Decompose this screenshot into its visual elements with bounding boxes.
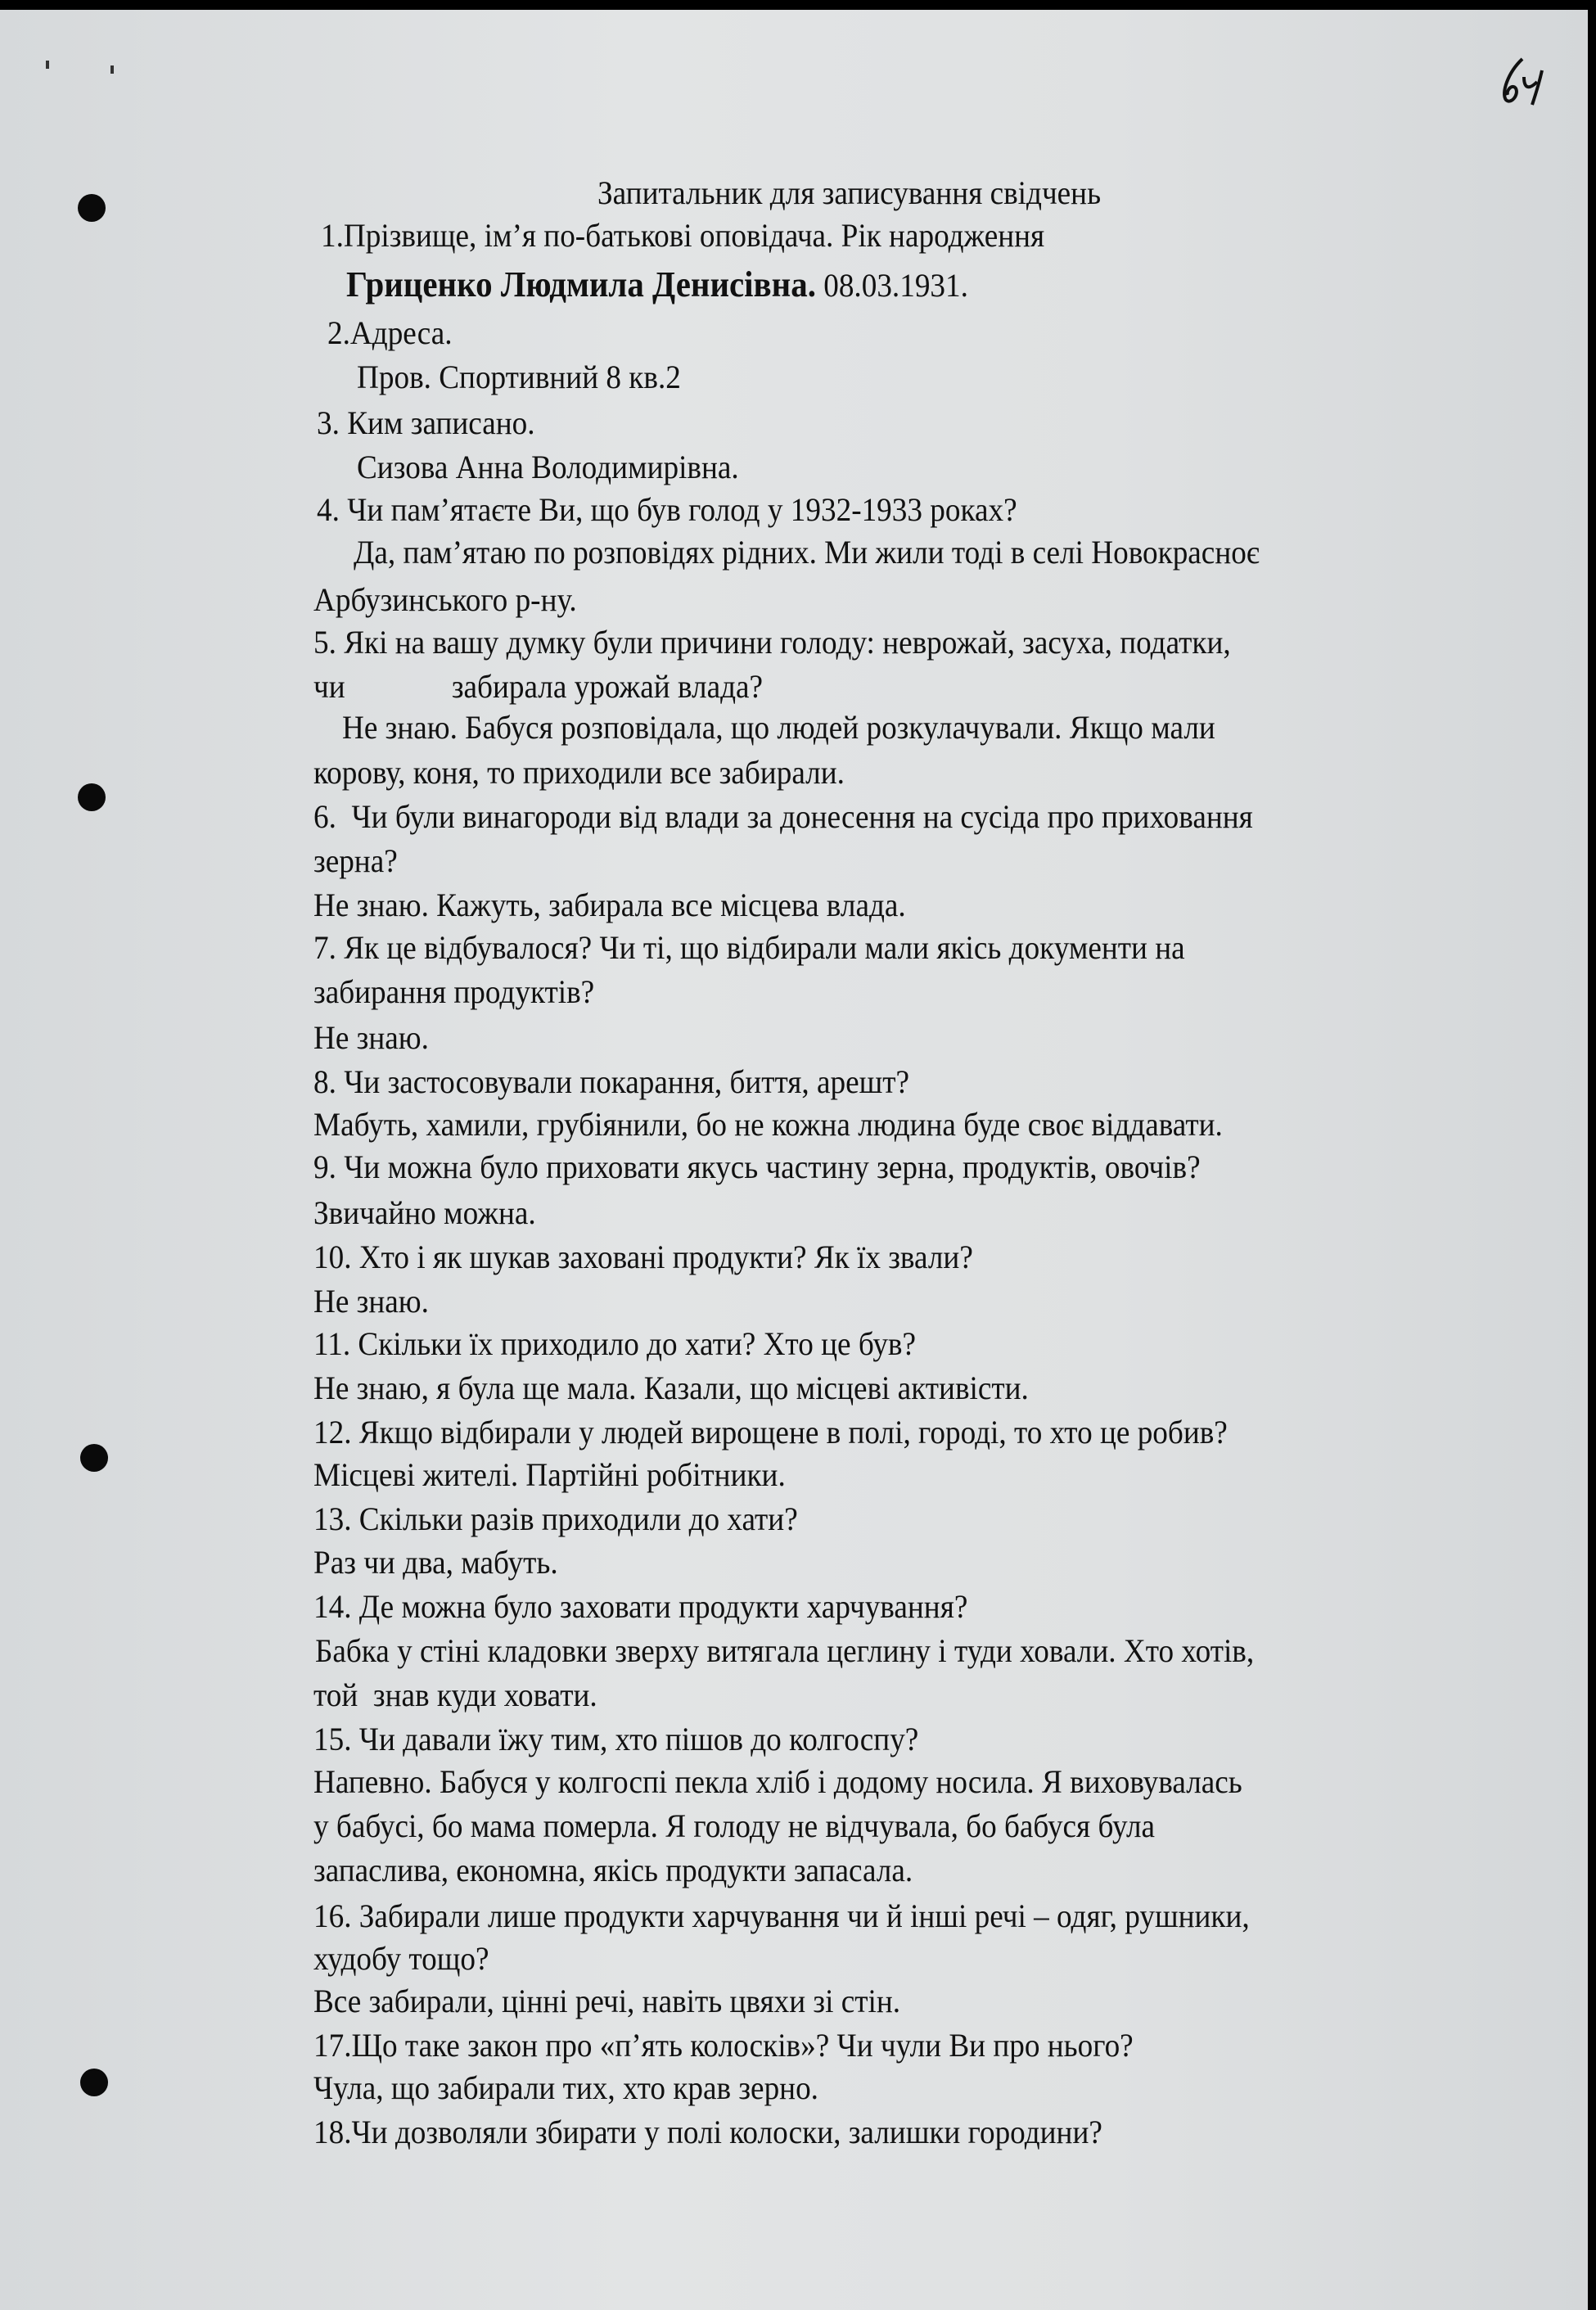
- text-line: 11. Скільки їх приходило до хати? Хто це був?: [313, 1325, 917, 1362]
- respondent-name: Гриценко Людмила Денисівна.: [346, 264, 816, 305]
- text-line: худобу тощо?: [313, 1940, 489, 1977]
- text-line: забирання продуктів?: [313, 973, 595, 1010]
- punch-hole: [78, 194, 106, 222]
- text-line: той знав куди ховати.: [313, 1676, 597, 1713]
- text-line: Бабка у стіні кладовки зверху витягала цеглину і туди ховали. Хто хотів,: [315, 1632, 1255, 1669]
- text-line: зерна?: [313, 842, 398, 879]
- text-line: у бабусі, бо мама померла. Я голоду не відчувала, бо бабуся була: [313, 1807, 1156, 1844]
- respondent-line: [346, 264, 968, 306]
- text-line: 12. Якщо відбирали у людей вирощене в полі, городі, то хто це робив?: [313, 1414, 1228, 1451]
- text-line: запаслива, економна, якісь продукти запасала.: [313, 1852, 913, 1888]
- text-line: 2.Адреса.: [327, 314, 453, 351]
- text-line: 9. Чи можна було приховати якусь частину зерна, продуктів, овочів?: [313, 1148, 1201, 1185]
- text-line: Напевно. Бабуся у колгоспі пекла хліб і додому носила. Я виховувалась: [313, 1763, 1242, 1800]
- text-line: чи забирала урожай влада?: [313, 668, 764, 705]
- text-line: 16. Забирали лише продукти харчування чи й інші речі – одяг, рушники,: [313, 1897, 1250, 1934]
- text-line: 14. Де можна було заховати продукти харчування?: [313, 1588, 968, 1625]
- handwritten-page-number: [1499, 52, 1557, 110]
- text-line: Не знаю.: [313, 1283, 429, 1320]
- text-line: 17.Що таке закон про «п’ять колосків»? Чи чули Ви про нього?: [313, 2027, 1134, 2064]
- text-line: Сизова Анна Володимирівна.: [357, 449, 739, 485]
- scan-mark: [110, 65, 114, 74]
- text-line: Місцеві жителі. Партійні робітники.: [313, 1456, 786, 1493]
- document-title: Запитальник для записування свідчень: [597, 174, 1102, 211]
- text-line: 8. Чи застосовували покарання, биття, арешт?: [313, 1063, 910, 1100]
- text-line: 3. Ким записано.: [317, 404, 535, 441]
- punch-hole: [80, 2069, 108, 2096]
- scan-mark: [46, 61, 49, 69]
- text-line: 13. Скільки разів приходили до хати?: [313, 1500, 798, 1537]
- text-line: Не знаю, я була ще мала. Казали, що місцеві активісти.: [313, 1369, 1029, 1406]
- text-line: 1.Прізвище, ім’я по-батькові оповідача. Рік народження: [321, 217, 1045, 254]
- text-line: 18.Чи дозволяли збирати у полі колоски, залишки городини?: [313, 2114, 1102, 2150]
- text-line: Все забирали, цінні речі, навіть цвяхи зі стін.: [313, 1983, 901, 2019]
- text-line: Раз чи два, мабуть.: [313, 1544, 558, 1581]
- text-line: Чула, що забирали тих, хто крав зерно.: [313, 2069, 818, 2106]
- respondent-birth-date: 08.03.1931.: [823, 267, 968, 304]
- text-line: 7. Як це відбувалося? Чи ті, що відбирали мали якісь документи на: [313, 929, 1185, 966]
- text-line: 15. Чи давали їжу тим, хто пішов до колгоспу?: [313, 1721, 919, 1757]
- text-line: Не знаю. Кажуть, забирала все місцева влада.: [313, 887, 906, 923]
- text-line: Арбузинського р-ну.: [313, 581, 577, 618]
- text-line: Не знаю. Бабуся розповідала, що людей розкулачували. Якщо мали: [342, 709, 1215, 746]
- punch-hole: [78, 783, 106, 811]
- text-line: Не знаю.: [313, 1019, 429, 1056]
- document-page: [0, 10, 1588, 2310]
- text-line: Пров. Спортивний 8 кв.2: [357, 359, 681, 395]
- text-line: 10. Хто і як шукав заховані продукти? Як їх звали?: [313, 1238, 973, 1275]
- text-line: 6. Чи були винагороди від влади за донесення на сусіда про приховання: [313, 798, 1253, 835]
- text-line: корову, коня, то приходили все забирали.: [313, 754, 845, 791]
- text-line: 5. Які на вашу думку були причини голоду: неврожай, засуха, податки,: [313, 624, 1231, 661]
- text-line: Мабуть, хамили, грубіянили, бо не кожна людина буде своє віддавати.: [313, 1106, 1223, 1143]
- text-line: 4. Чи пам’ятаєте Ви, що був голод у 1932-1933 роках?: [317, 491, 1017, 528]
- text-line: Да, пам’ятаю по розповідях рідних. Ми жили тоді в селі Новокрасноє: [354, 534, 1260, 571]
- punch-hole: [80, 1444, 108, 1472]
- text-line: Звичайно можна.: [313, 1194, 536, 1231]
